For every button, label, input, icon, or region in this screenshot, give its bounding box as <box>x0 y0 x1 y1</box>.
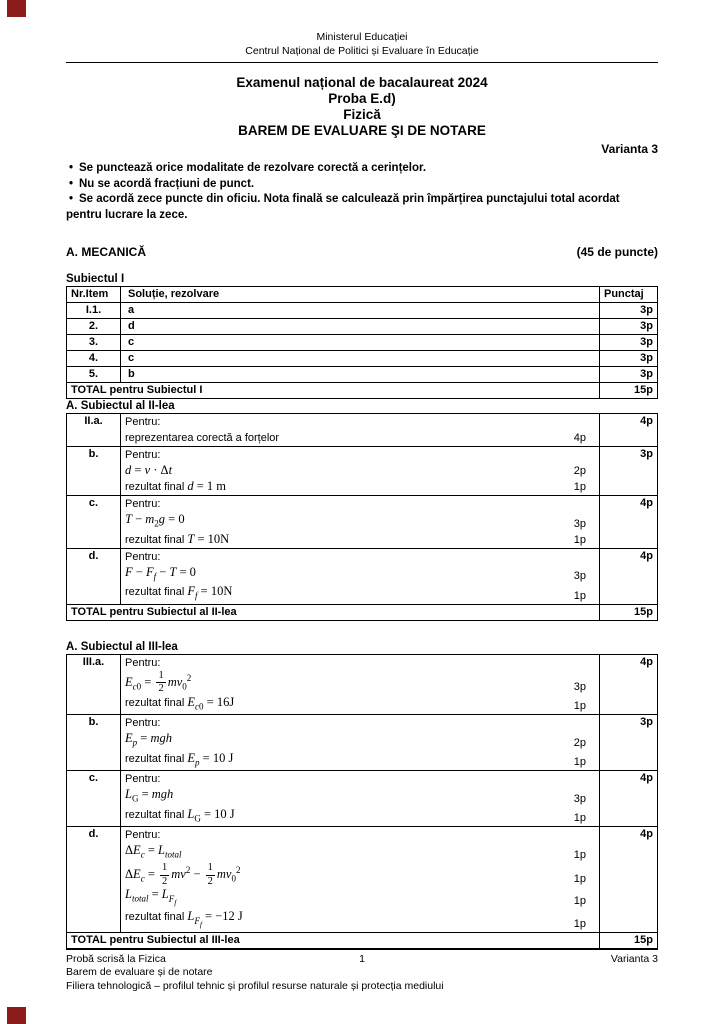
subject2-table <box>66 413 658 621</box>
column-header-solution: Soluție, rezolvare <box>121 287 600 303</box>
line-text: Pentru: <box>125 449 161 461</box>
item-cell: I.1. <box>67 303 121 319</box>
header-center: Centrul Național de Politici și Evaluare în Educație <box>245 45 479 57</box>
footer-rule <box>66 949 658 950</box>
subject3-table <box>66 654 658 949</box>
document-page <box>66 30 658 949</box>
line-points: 1p <box>573 481 586 493</box>
item-cell: b. <box>67 715 121 771</box>
header-ministry: Ministerul Educației <box>316 31 408 43</box>
item-cell: d. <box>67 548 121 604</box>
line-text: $L_G$ = mgh <box>125 787 174 804</box>
total-row <box>67 383 658 399</box>
table-row <box>67 303 658 319</box>
table-row <box>67 654 658 715</box>
subject1-heading: Subiectul I <box>66 273 125 285</box>
item-cell: d. <box>67 827 121 932</box>
line-text: Pentru: <box>125 717 161 730</box>
line-text: $T - m_2g = 0$ <box>125 512 185 529</box>
line-points: 2p <box>573 465 586 477</box>
item-cell: c. <box>67 771 121 827</box>
line-text: rezultat final $E_{c0} = 16J$ <box>125 694 235 712</box>
table-row <box>67 548 658 604</box>
line-text: Pentru: <box>125 656 161 669</box>
solution-line <box>125 496 595 512</box>
table-row <box>67 827 658 932</box>
solution-line <box>125 565 595 585</box>
solution-cell <box>121 496 600 549</box>
line-points: 3p <box>573 570 586 582</box>
document-header <box>66 30 658 63</box>
total-points: 15p <box>600 383 658 399</box>
note-text: Nu se acordă fracțiuni de punct. <box>79 177 255 190</box>
line-text: d = v · Δt <box>125 463 173 477</box>
points-cell: 4p <box>600 548 658 604</box>
line-points: 3p <box>573 680 586 693</box>
solution-line <box>125 787 595 807</box>
title-proba: Proba E.d) <box>328 91 396 106</box>
solution-line <box>125 655 595 671</box>
line-text: $L_{total} = L_{F_f}$ <box>125 887 177 907</box>
item-cell: b. <box>67 447 121 496</box>
line-points: 3p <box>573 517 586 530</box>
solution-line <box>125 827 595 843</box>
line-text: Pentru: <box>125 829 161 842</box>
footer-variant: Varianta 3 <box>610 952 658 965</box>
solution-line <box>125 430 595 446</box>
page-corner-mark-bottom <box>7 1007 26 1024</box>
item-cell: 4. <box>67 351 121 367</box>
line-text: $F - F_f - T = 0$ <box>125 564 196 581</box>
points-cell: 3p <box>600 447 658 496</box>
note-text: Se punctează orice modalitate de rezolvare corectă a cerințelor. <box>79 162 427 174</box>
solution-line <box>125 512 595 532</box>
title-block <box>66 75 658 139</box>
note-text: Se acordă zece puncte din oficiu. Nota finală se calculează prin împărțirea punctajului total acordat pentru lucrare la zece. <box>66 193 620 221</box>
solution-cell: d <box>121 319 600 335</box>
solution-line <box>125 771 595 787</box>
line-text: $\Delta E_c = L_{total}$ <box>125 843 182 860</box>
line-points: 1p <box>573 812 586 825</box>
points-cell: 4p <box>600 771 658 827</box>
solution-line <box>125 863 595 887</box>
table-header-row <box>67 287 658 303</box>
solution-line <box>125 584 595 604</box>
solution-cell: b <box>121 367 600 383</box>
subject2-heading: A. Subiectul al II-lea <box>66 400 175 412</box>
total-label: TOTAL pentru Subiectul al II-lea <box>67 604 600 620</box>
solution-cell <box>121 654 600 715</box>
solution-cell <box>121 715 600 771</box>
bullet-icon: • <box>69 162 74 174</box>
total-points: 15p <box>600 604 658 620</box>
table-row <box>67 335 658 351</box>
bullet-icon: • <box>69 193 74 205</box>
line-text: rezultat final d = 1 m <box>125 479 227 493</box>
item-cell: II.a. <box>67 414 121 447</box>
solution-line <box>125 751 595 771</box>
line-points: 4p <box>573 432 586 444</box>
line-points: 1p <box>573 873 586 886</box>
line-text: rezultat final $F_f = 10N$ <box>125 584 233 601</box>
subject3-heading: A. Subiectul al III-lea <box>66 640 178 653</box>
points-cell: 4p <box>600 654 658 715</box>
footer-barem-line: Barem de evaluare și de notare <box>66 966 213 978</box>
line-text: $E_{c0}$ = $\frac{1}{2}$ $mv_0^2$ <box>125 669 192 695</box>
column-header-points: Punctaj <box>600 287 658 303</box>
table-row <box>67 715 658 771</box>
points-cell: 4p <box>600 827 658 932</box>
section-a-points: (45 de puncte) <box>576 245 658 259</box>
title-subject: Fizică <box>343 107 381 122</box>
line-points: 1p <box>573 533 586 546</box>
page-corner-mark-top <box>7 0 26 17</box>
subject1-table <box>66 286 658 399</box>
points-cell: 4p <box>600 414 658 447</box>
total-row <box>67 604 658 620</box>
column-header-item: Nr.Item <box>67 287 121 303</box>
line-points: 1p <box>573 917 586 930</box>
note-line <box>66 177 658 193</box>
line-points: 3p <box>573 792 586 805</box>
item-cell: c. <box>67 496 121 549</box>
variant-label: Varianta 3 <box>601 142 658 156</box>
header-rule <box>66 62 658 63</box>
table-row <box>67 319 658 335</box>
solution-cell <box>121 827 600 932</box>
table-row <box>67 447 658 496</box>
solution-line <box>125 414 595 430</box>
line-text: Pentru: <box>125 498 161 510</box>
grading-notes <box>66 161 658 223</box>
item-cell: 3. <box>67 335 121 351</box>
line-text: Pentru: <box>125 416 161 428</box>
points-cell: 3p <box>600 335 658 351</box>
table-row <box>67 771 658 827</box>
note-line <box>66 161 658 177</box>
line-text: Pentru: <box>125 550 161 563</box>
note-line <box>66 192 658 223</box>
title-exam: Examenul național de bacalaureat 2024 <box>236 75 488 90</box>
total-label: TOTAL pentru Subiectul al III-lea <box>67 932 600 948</box>
solution-cell <box>121 548 600 604</box>
solution-cell <box>121 414 600 447</box>
solution-line <box>125 695 595 715</box>
solution-line <box>125 909 595 931</box>
points-cell: 3p <box>600 303 658 319</box>
table-row <box>67 496 658 549</box>
line-text: Pentru: <box>125 773 161 786</box>
solution-line <box>125 549 595 565</box>
line-text: rezultat final $E_p = 10$ J <box>125 750 234 768</box>
section-a-title: A. MECANICĂ <box>66 245 146 259</box>
solution-cell: c <box>121 351 600 367</box>
points-cell: 3p <box>600 319 658 335</box>
line-points: 1p <box>573 589 586 602</box>
title-barem: BAREM DE EVALUARE ŞI DE NOTARE <box>238 123 486 138</box>
solution-cell: c <box>121 335 600 351</box>
table-row <box>67 367 658 383</box>
total-points: 15p <box>600 932 658 948</box>
solution-line <box>125 479 595 495</box>
line-points: 2p <box>573 736 586 749</box>
footer-exam-name: Probă scrisă la Fizica <box>66 952 166 965</box>
line-text: rezultat final $L_{F_f} = -12$ J <box>125 909 243 929</box>
solution-line <box>125 887 595 909</box>
item-cell: 5. <box>67 367 121 383</box>
bullet-icon: • <box>69 177 74 190</box>
footer-row <box>66 953 658 967</box>
points-cell: 3p <box>600 715 658 771</box>
solution-line <box>125 807 595 827</box>
points-cell: 4p <box>600 496 658 549</box>
solution-line <box>125 671 595 695</box>
solution-line <box>125 731 595 751</box>
total-row <box>67 932 658 948</box>
solution-line <box>125 532 595 548</box>
line-points: 1p <box>573 756 586 769</box>
item-cell: III.a. <box>67 654 121 715</box>
solution-line <box>125 447 595 463</box>
total-label: TOTAL pentru Subiectul I <box>67 383 600 399</box>
line-text: $E_p$ = mgh <box>125 731 172 748</box>
solution-cell <box>121 447 600 496</box>
table-row <box>67 414 658 447</box>
solution-line <box>125 715 595 731</box>
solution-cell: a <box>121 303 600 319</box>
points-cell: 3p <box>600 367 658 383</box>
section-a-heading <box>66 245 658 259</box>
line-text: rezultat final $L_G = 10$ J <box>125 806 235 824</box>
line-text: reprezentarea corectă a forțelor <box>125 432 280 444</box>
line-text: rezultat final T = 10N <box>125 531 230 546</box>
footer-filiera-line: Filiera tehnologică – profilul tehnic și profilul resurse naturale și protecția mediului <box>66 979 444 992</box>
points-cell: 3p <box>600 351 658 367</box>
solution-line <box>125 463 595 479</box>
line-points: 1p <box>573 895 586 908</box>
page-footer <box>66 949 658 994</box>
table-row <box>67 351 658 367</box>
line-text: $\Delta E_c$ = $\frac{1}{2}$ $mv^2$ − $\frac{1}{2}$ $mv_0^2$ <box>125 862 241 887</box>
solution-line <box>125 843 595 863</box>
line-points: 1p <box>573 848 586 861</box>
line-points: 1p <box>573 700 586 713</box>
solution-cell <box>121 771 600 827</box>
footer-page-number: 1 <box>359 952 365 965</box>
item-cell: 2. <box>67 319 121 335</box>
